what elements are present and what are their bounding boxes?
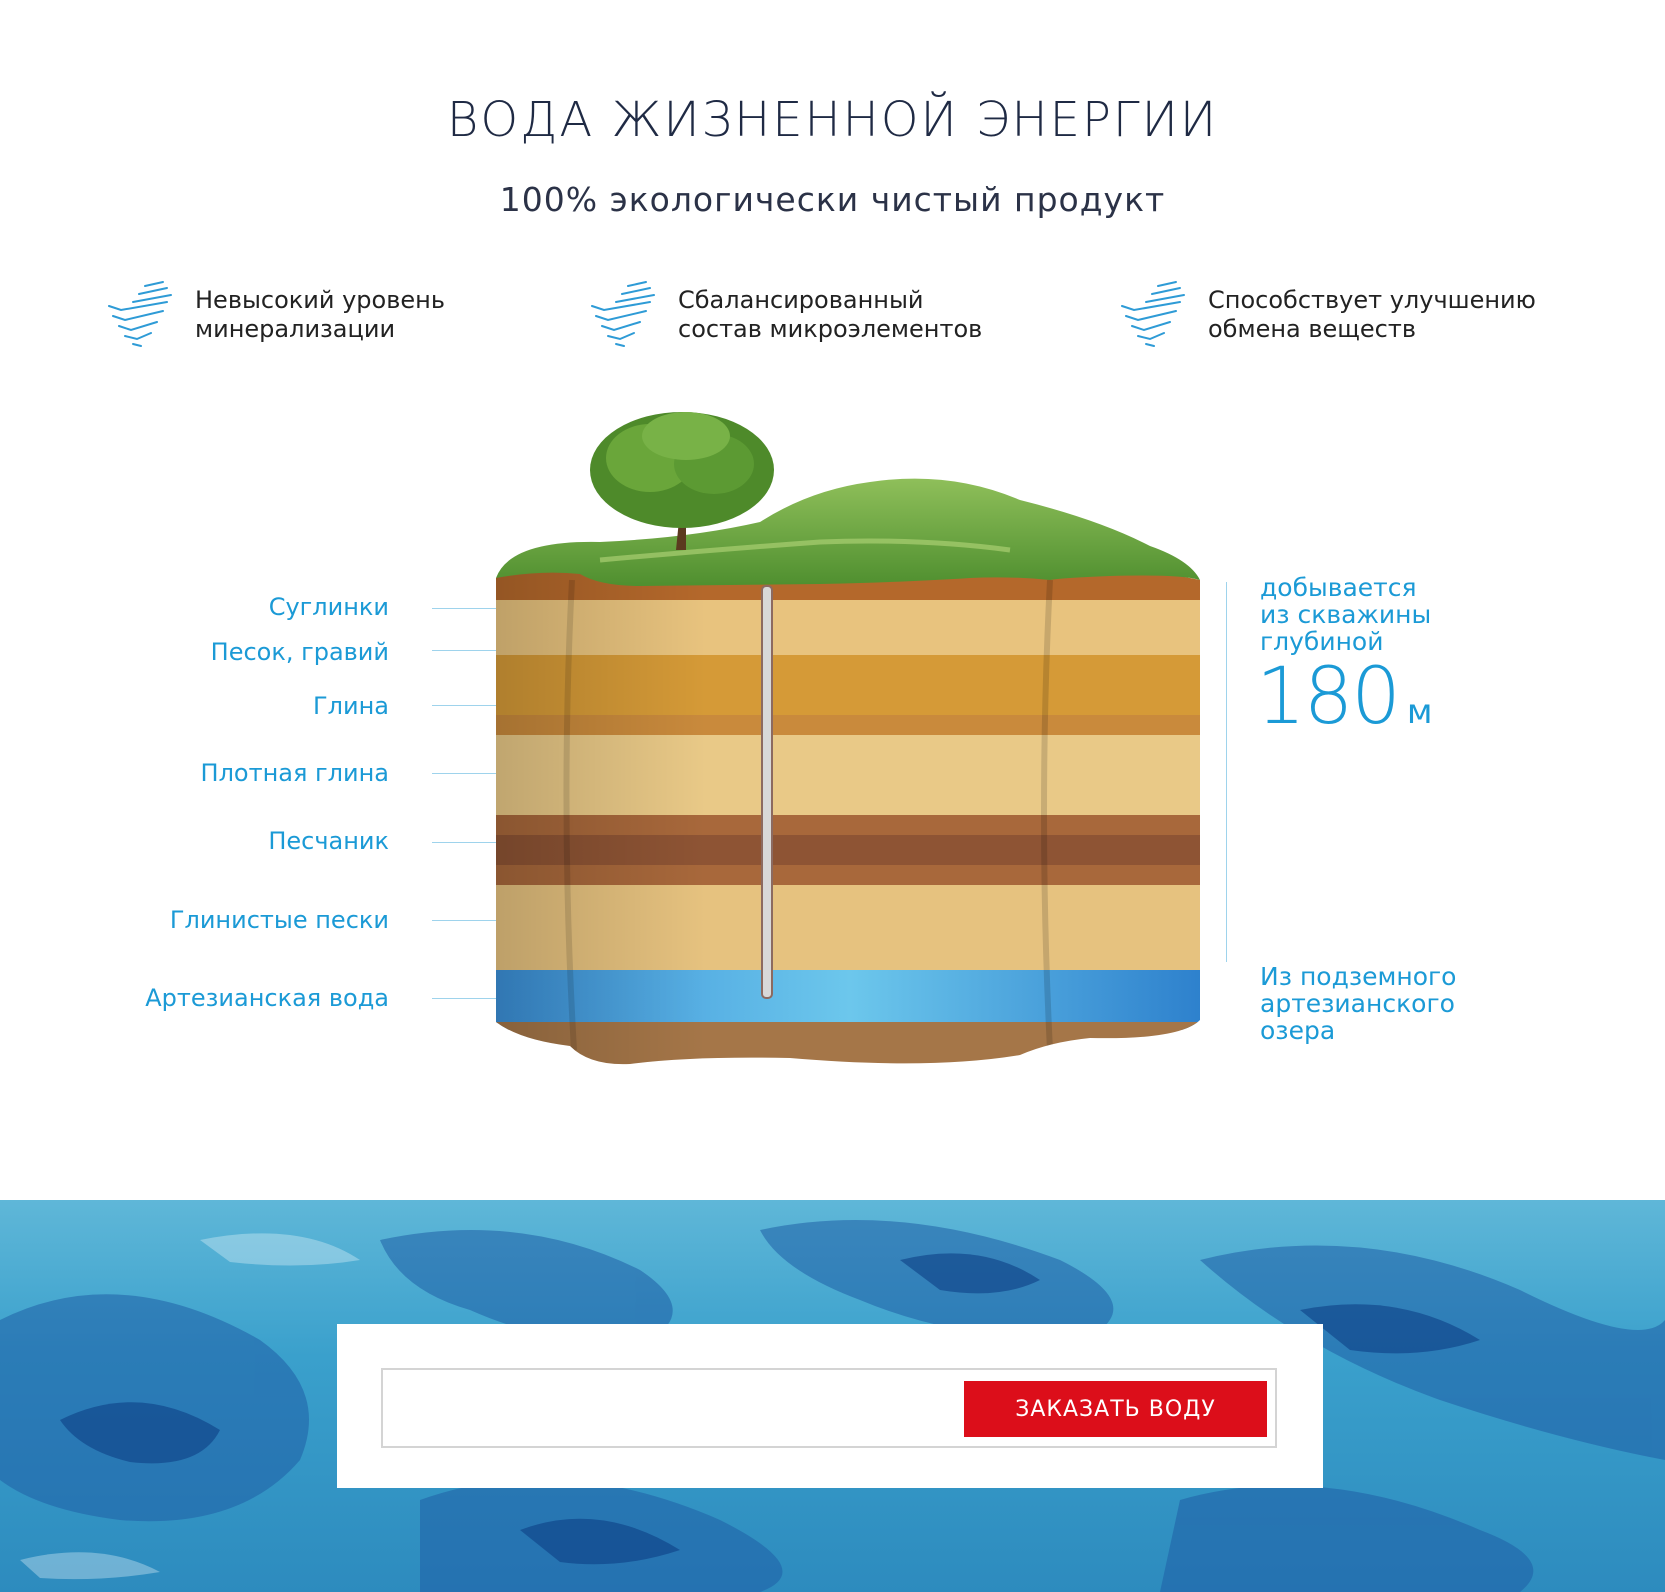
soil-cross-section-illustration [490, 410, 1210, 1100]
feature-text-line2: обмена веществ [1208, 315, 1416, 343]
feature-mineralization [105, 280, 445, 350]
water-wave-icon [105, 280, 177, 350]
layer-label-loam: Суглинки [268, 593, 389, 621]
water-wave-icon [588, 280, 660, 350]
source-caption-line: Из подземного [1260, 962, 1457, 991]
depth-number: 180 [1256, 652, 1399, 742]
feature-text-line2: минерализации [195, 315, 396, 343]
depth-caption-line: глубиной [1260, 627, 1384, 656]
depth-caption-line: из скважины [1260, 600, 1432, 629]
feature-metabolism [1118, 280, 1536, 350]
page-subtitle: 100% экологически чистый продукт [499, 180, 1166, 219]
layer-label-clay: Глина [313, 692, 389, 720]
feature-text-line2: состав микроэлементов [678, 315, 983, 343]
depth-caption-line: добывается [1260, 573, 1417, 602]
order-form [381, 1368, 1277, 1448]
layer-label-artesian-water: Артезианская вода [145, 984, 389, 1012]
layer-label-sand-gravel: Песок, гравий [210, 638, 389, 666]
feature-text-line1: Сбалансированный [678, 286, 924, 314]
order-input[interactable] [383, 1370, 963, 1446]
layer-label-clay-sands: Глинистые пески [169, 906, 389, 934]
water-wave-icon [1118, 280, 1190, 350]
depth-caption [1260, 574, 1480, 655]
feature-text-line1: Способствует улучшению [1208, 286, 1536, 314]
depth-unit: м [1406, 692, 1433, 732]
depth-indicator-line [1226, 582, 1227, 962]
page-title: ВОДА ЖИЗНЕННОЙ ЭНЕРГИИ [446, 92, 1219, 148]
order-panel [337, 1324, 1323, 1488]
layer-label-sandstone: Песчаник [268, 827, 389, 855]
depth-value [1256, 652, 1433, 742]
feature-text-line1: Невысокий уровень [195, 286, 445, 314]
source-caption [1260, 963, 1480, 1044]
source-caption-line: артезианского [1260, 989, 1455, 1018]
layer-label-dense-clay: Плотная глина [200, 759, 389, 787]
source-caption-line: озера [1260, 1016, 1336, 1045]
order-water-button[interactable]: ЗАКАЗАТЬ ВОДУ [964, 1381, 1267, 1437]
feature-microelements [588, 280, 982, 350]
